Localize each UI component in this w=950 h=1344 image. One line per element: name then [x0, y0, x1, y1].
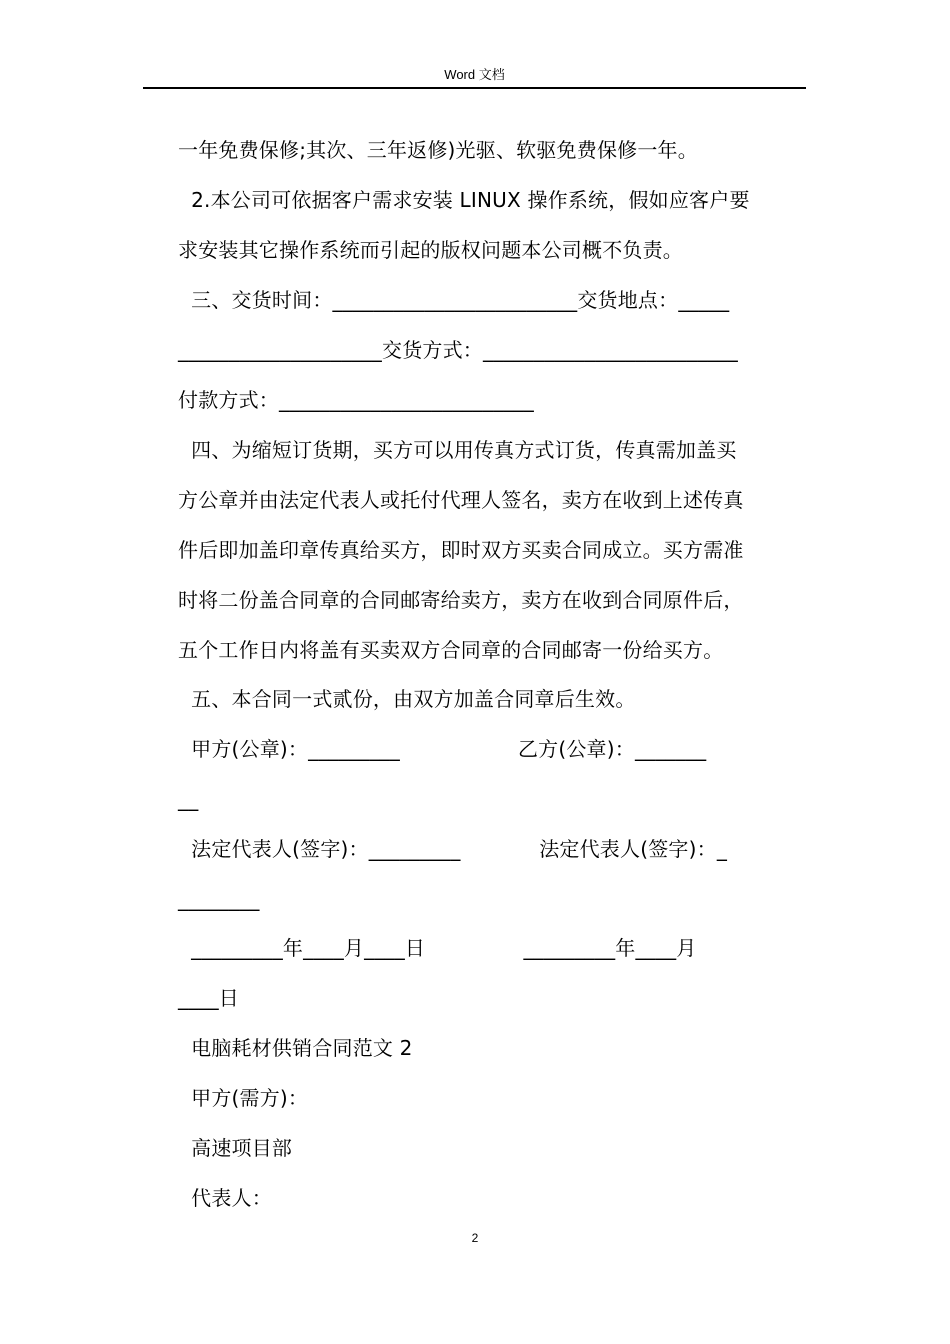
- text-line: 件后即加盖印章传真给买方，即时双方买卖合同成立。买方需准: [178, 538, 744, 562]
- signature-line: __: [178, 787, 199, 811]
- section-title: 电脑耗材供销合同范文 2: [178, 1036, 413, 1060]
- text-line: 五个工作日内将盖有买卖双方合同章的合同邮寄一份给买方。: [178, 638, 724, 662]
- date-line: _________年____月____日 _________年____月: [178, 936, 697, 960]
- text-line: 代表人：: [178, 1186, 272, 1210]
- signature-line: 法定代表人(签字)：_________ 法定代表人(签字)：_: [178, 837, 728, 861]
- text-line: 一年免费保修;其次、三年返修)光驱、软驱免费保修一年。: [178, 138, 698, 162]
- text-line: 高速项目部: [178, 1136, 293, 1160]
- text-line: 三、交货时间：________________________交货地点：_____: [178, 288, 730, 312]
- text-line: ____________________交货方式：_________________________: [178, 338, 738, 362]
- text-line: 时将二份盖合同章的合同邮寄给卖方，卖方在收到合同原件后，: [178, 588, 744, 612]
- text-line: 四、为缩短订货期，买方可以用传真方式订货，传真需加盖买: [178, 438, 737, 462]
- text-line: 方公章并由法定代表人或托付代理人签名，卖方在收到上述传真: [178, 488, 744, 512]
- text-line: 付款方式：_________________________: [178, 388, 534, 412]
- text-line: 甲方(需方)：: [178, 1086, 309, 1110]
- text-line: 五、本合同一式贰份，由双方加盖合同章后生效。: [178, 687, 636, 711]
- header-rule: [143, 87, 806, 89]
- date-line: ____日: [178, 986, 239, 1010]
- text-line: 2.本公司可依据客户需求安装 LINUX 操作系统，假如应客户要: [178, 188, 750, 212]
- text-line: 求安装其它操作系统而引起的版权问题本公司概不负责。: [178, 238, 683, 262]
- page-number: 2: [471, 1231, 479, 1245]
- signature-line: 甲方(公章)：_________ 乙方(公章)：_______: [178, 737, 707, 761]
- page-header: Word 文档: [444, 67, 505, 82]
- signature-line: ________: [178, 887, 260, 911]
